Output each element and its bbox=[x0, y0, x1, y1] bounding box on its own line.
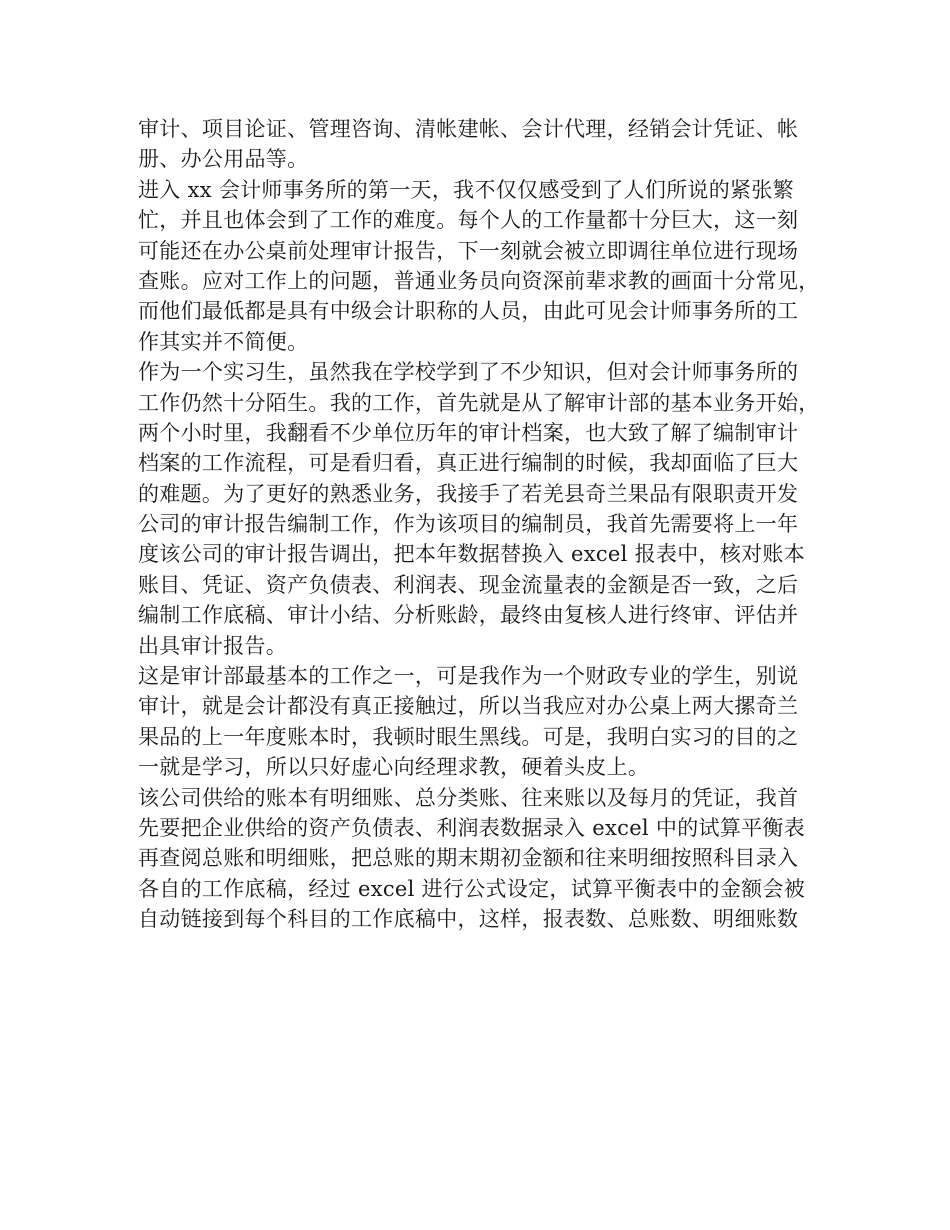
text-line: 册、办公用品等。 bbox=[138, 147, 309, 172]
text-line: 可能还在办公桌前处理审计报告，下一刻就会被立即调往单位进行现场 bbox=[138, 238, 799, 263]
text-line: 果品的上一年度账本时，我顿时眼生黑线。可是，我明白实习的目的之 bbox=[138, 724, 799, 749]
text-line: 再查阅总账和明细账，把总账的期末期初金额和往来明细按照科目录入 bbox=[138, 846, 799, 871]
text-line: 编制工作底稿、审计小结、分析账龄，最终由复核人进行终审、评估并 bbox=[138, 603, 799, 628]
document-body bbox=[138, 114, 828, 935]
text-line: 账目、凭证、资产负债表、利润表、现金流量表的金额是否一致，之后 bbox=[138, 572, 799, 597]
text-line: 公司的审计报告编制工作，作为该项目的编制员，我首先需要将上一年 bbox=[138, 512, 799, 537]
text-line: 该公司供给的账本有明细账、总分类账、往来账以及每月的凭证，我首 bbox=[138, 785, 799, 810]
text-line: 一就是学习，所以只好虚心向经理求教，硬着头皮上。 bbox=[138, 755, 650, 780]
text-line: 先要把企业供给的资产负债表、利润表数据录入 excel 中的试算平衡表 bbox=[138, 815, 806, 840]
text-line: 进入 xx 会计师事务所的第一天，我不仅仅感受到了人们所说的紧张繁 bbox=[138, 177, 794, 202]
text-line: 审计、项目论证、管理咨询、清帐建帐、会计代理，经销会计凭证、帐 bbox=[138, 117, 799, 141]
text-line: 档案的工作流程，可是看归看，真正进行编制的时候，我却面临了巨大 bbox=[138, 451, 799, 476]
text-line: 审计，就是会计都没有真正接触过，所以当我应对办公桌上两大摞奇兰 bbox=[138, 694, 799, 719]
text-line: 作其实并不简便。 bbox=[138, 329, 309, 354]
text-line: 各自的工作底稿，经过 excel 进行公式设定，试算平衡表中的金额会被 bbox=[138, 876, 806, 901]
text-line: 两个小时里，我翻看不少单位历年的审计档案，也大致了解了编制审计 bbox=[138, 420, 799, 445]
text-line: 忙，并且也体会到了工作的难度。每个人的工作量都十分巨大，这一刻 bbox=[138, 208, 799, 233]
text-line: 而他们最低都是具有中级会计职称的人员，由此可见会计师事务所的工 bbox=[138, 299, 799, 324]
text-line: 查账。应对工作上的问题，普通业务员向资深前辈求教的画面十分常见， bbox=[138, 268, 820, 293]
text-line: 这是审计部最基本的工作之一，可是我作为一个财政专业的学生，别说 bbox=[138, 664, 799, 689]
text-line: 工作仍然十分陌生。我的工作，首先就是从了解审计部的基本业务开始， bbox=[138, 390, 820, 415]
text-line: 的难题。为了更好的熟悉业务，我接手了若羌县奇兰果品有限职责开发 bbox=[138, 481, 799, 506]
text-line: 作为一个实习生，虽然我在学校学到了不少知识，但对会计师事务所的 bbox=[138, 360, 799, 385]
text-line: 出具审计报告。 bbox=[138, 633, 288, 658]
text-line: 自动链接到每个科目的工作底稿中，这样，报表数、总账数、明细账数 bbox=[138, 907, 799, 932]
text-line: 度该公司的审计报告调出，把本年数据替换入 excel 报表中，核对账本 bbox=[138, 542, 806, 567]
